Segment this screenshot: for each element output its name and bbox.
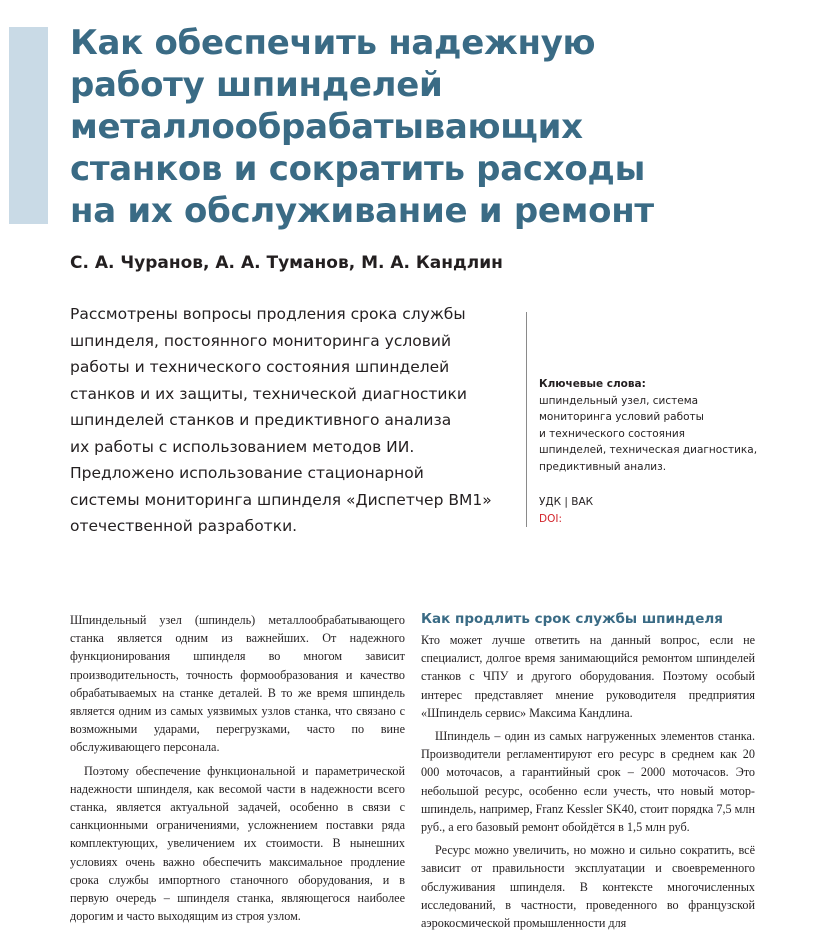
abstract-line: системы мониторинга шпинделя «Диспетчер ВМ1»: [70, 490, 492, 509]
keywords-label: Ключевые слова:: [539, 378, 646, 390]
abstract-line: отечественной разработки.: [70, 517, 298, 535]
body-column-right: [421, 611, 755, 932]
body-column-left: [70, 611, 405, 925]
body-paragraph: Шпиндель – один из самых нагруженных элементов станка. Производители регламентируют его ресурс в среднем как 20 000 моточасов, а гарантийный срок – 2000 моточасов. Это небольшой ресурс, особенно если учесть, что новый мотор-шпиндель, например, Franz Kessler SK40, стоит порядка 7,5 млн руб., а его базовый ремонт обойдётся в 1,5 млн руб.: [421, 729, 755, 835]
abstract-line: шпинделя, постоянного мониторинга условий: [70, 331, 452, 350]
title-accent-bar: [9, 27, 48, 224]
body-paragraph: Шпиндельный узел (шпиндель) металлообрабатывающего станка является одним из важнейших. От надежного функционирования шпинделя во многом зависит производительность, точность формообразования и качество обрабатываемых на станке деталей. В то же время шпиндель является одним из самых уязвимых узлов станка, что связано с возможными ударами, перегрузками, часто по вине обслуживающего персонала.: [70, 613, 405, 755]
body-paragraph: Кто может лучше ответить на данный вопрос, если не специалист, долгое время занимающийся ремонтом шпинделей станков с ЧПУ и другого оборудования. Поэтому особый интерес представляет мнение руководителя предприятия «Шпиндель сервис» Максима Кандлина.: [421, 633, 755, 720]
doi-link[interactable]: DOI:: [539, 513, 562, 525]
abstract-line: их работы с использованием методов ИИ.: [70, 437, 415, 456]
title-line: работу шпинделей: [70, 65, 443, 105]
section-heading: Как продлить срок службы шпинделя: [421, 611, 723, 627]
body-paragraph: Ресурс можно увеличить, но можно и сильно сократить, всё зависит от правильности эксплуатации и своевременного обслуживания шпинделя. В контексте многочисленных исследований, в частности, проведенного во французской аэрокосмической промышленности для: [421, 843, 755, 931]
abstract-line: работы и технического состояния шпинделей: [70, 358, 450, 376]
classification-block: [539, 494, 593, 528]
abstract-line: шпинделей станков и предиктивного анализа: [70, 411, 452, 429]
title-line: Как обеспечить надежную: [70, 23, 596, 63]
title-line: станков и сократить расходы: [70, 149, 646, 189]
abstract-divider: [526, 312, 527, 527]
keywords-block: [539, 376, 809, 475]
abstract-line: Рассмотрены вопросы продления срока службы: [70, 305, 466, 323]
keywords-line: и технического состояния: [539, 427, 685, 440]
authors: С. А. Чуранов, А. А. Туманов, М. А. Кандлин: [70, 253, 503, 273]
keywords-line: мониторинга условий работы: [539, 411, 704, 423]
abstract: [70, 301, 530, 540]
article-title: [70, 22, 790, 232]
keywords-line: шпиндельный узел, система: [539, 394, 699, 407]
title-line: металлообрабатывающих: [70, 107, 583, 147]
abstract-line: станков и их защиты, технической диагностики: [70, 384, 467, 403]
body-paragraph: Поэтому обеспечение функциональной и параметрической надежности шпинделя, как весомой части в надежности всего станка, является актуальной задачей, особенно в связи с санкционными ограничениями, усложнением поставки ряда комплектующих, увеличением их стоимости. В нынешних условиях очень важно обеспечить максимальное продление срока службы импортного станочного оборудования, и в первую очередь – шпинделя станка, являющегося наиболее дорогим и часто выходящим из строя узлом.: [70, 763, 405, 924]
keywords-line: шпинделей, техническая диагностика,: [539, 444, 758, 456]
udk-label: УДК | ВАК: [539, 496, 594, 508]
title-line: на их обслуживание и ремонт: [70, 191, 654, 231]
keywords-line: предиктивный анализ.: [539, 460, 667, 473]
abstract-line: Предложено использование стационарной: [70, 464, 424, 482]
